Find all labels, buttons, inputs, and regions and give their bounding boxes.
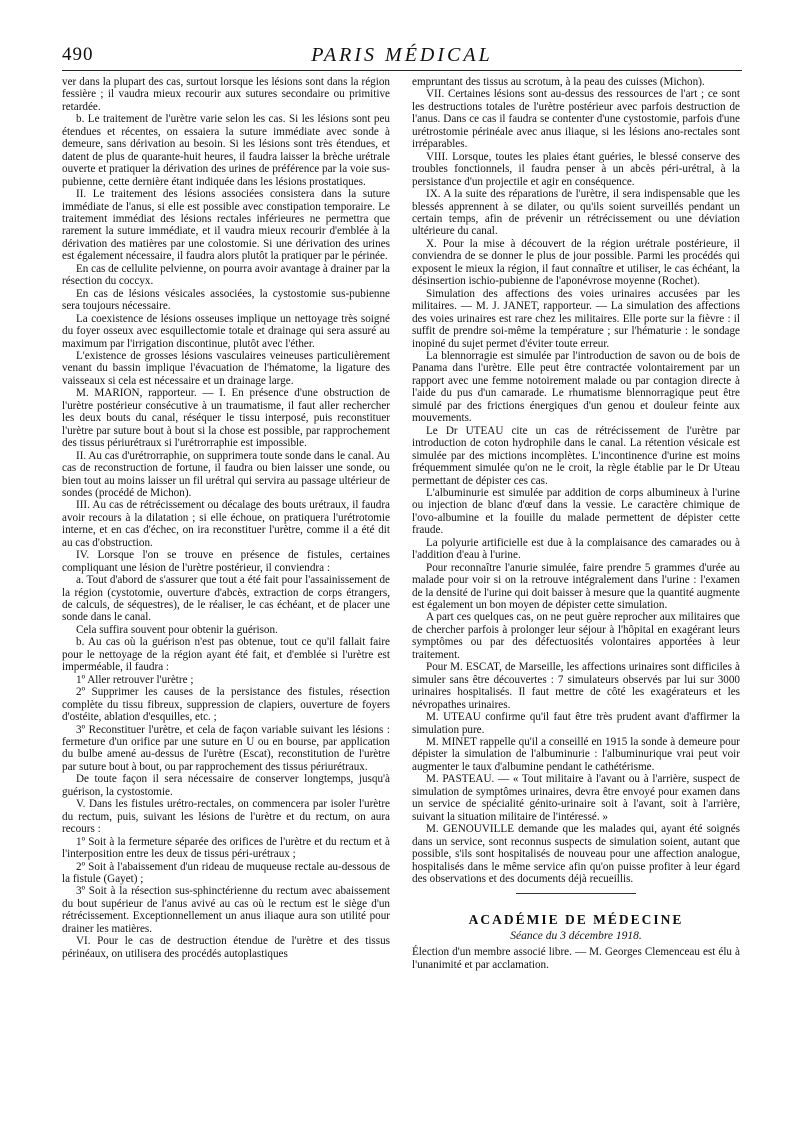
paragraph: M. PASTEAU. — « Tout militaire à l'avant ou à l'arrière, suspect de simulation de symptômes urinaires, devra être envoyé pour examen dans un service de spécialité génito-urinaire soit à l'avant, soit à l'arrière, suivant la situation militaire de l'intéressé. » <box>412 773 740 823</box>
academy-title: ACADÉMIE DE MÉDECINE <box>468 912 684 928</box>
paragraph: IX. A la suite des réparations de l'urètre, il sera indispensable que les blessés apprennent à se dilater, ou qu'ils soient surveillés pendant un certain temps, afin de prévenir un rétrécissement ou une déviation ultérieure du canal. <box>412 188 740 238</box>
paragraph: Cela suffira souvent pour obtenir la guérison. <box>76 623 278 636</box>
right-column <box>412 76 740 971</box>
paragraph: ver dans la plupart des cas, surtout lorsque les lésions sont dans la région fessière ; il vaudra mieux recourir aux sutures secondaire ou primitive retardée. <box>62 76 390 113</box>
academy-paragraph: Élection d'un membre associé libre. — M. Georges Clemenceau est élu à l'unanimité et par acclamation. <box>412 946 740 971</box>
paragraph: M. MINET rappelle qu'il a conseillé en 1915 la sonde à demeure pour dépister la simulation de l'albuminurie : l'albuminurique vrai peut voir augmenter le taux d'albumine pendant le cathétérisme. <box>412 736 740 773</box>
paragraph: X. Pour la mise à découvert de la région urétrale postérieure, il conviendra de se donner le plus de jour possible. Parmi les procédés qui exposent le mieux la région, il faut connaître et utiliser, le cas échéant, la désinsertion ischio-pubienne de l'aponévrose moyenne (Rochet). <box>412 237 740 288</box>
paragraph: 2º Supprimer les causes de la persistance des fistules, résection complète du tissu fibreux, suppression de clapiers, ouverture de foyers d'ostéite, ablation d'esquilles, etc. ; <box>62 686 390 724</box>
paragraph: La polyurie artificielle est due à la complaisance des camarades ou à l'addition d'eau à l'urine. <box>412 536 740 562</box>
paragraph: Pour M. ESCAT, de Marseille, les affections urinaires sont difficiles à simuler sans être découvertes : 7 simulateurs observés par lui sur 3000 urinaires hospitalisés. Il faut mettre de côté les exagérateurs et les névropathes urinaires. <box>412 661 740 711</box>
paragraph: M. UTEAU confirme qu'il faut être très prudent avant d'affirmer la simulation pure. <box>412 711 740 736</box>
paragraph: 1º Aller retrouver l'urètre ; <box>76 673 194 686</box>
left-column <box>62 76 390 960</box>
paragraph: II. Le traitement des lésions associées consistera dans la suture immédiate de l'anus, si elle est possible avec constipation temporaire. Le traitement immédiat des lésions rectales inférieures ne permettra que rarement la suture immédiate, et il vaudra mieux recourir d'emblée à la dérivation des matières par une colostomie. Si une dérivation des urines est également nécessaire, il faudra alors plutôt la pratiquer par le périnée. <box>62 188 390 263</box>
paragraph: La blennorragie est simulée par l'introduction de savon ou de bois de Panama dans l'urètre. Elle peut être contractée volontairement par un rapport avec une femme notoirement malade ou par contagion directe à l'aide du pus d'un camarade. Le rhumatisme blennorragique peut être simulé par des frictions énergiques d'un genou et douleur feinte aux mouvements. <box>412 349 740 425</box>
paragraph: IV. Lorsque l'on se trouve en présence de fistules, certaines compliquant une lésion de l'urètre postérieur, il conviendra : <box>62 549 390 574</box>
header-rule <box>62 70 742 71</box>
paragraph: 3º Reconstituer l'urètre, et cela de façon variable suivant les lésions : fermeture d'un orifice par une suture en U ou en bourse, par application du bulbe amené au-dessus de l'urètre (Escat), reconstitution de l'urètre par suture bout à bout, ou par rapprochement des tissus périurétraux. <box>62 723 390 773</box>
paragraph: En cas de lésions vésicales associées, la cystostomie sus-pubienne sera toujours nécessaire. <box>62 287 390 313</box>
paragraph: En cas de cellulite pelvienne, on pourra avoir avantage à drainer par la résection du coccyx. <box>62 262 390 288</box>
paragraph: A part ces quelques cas, on ne peut guère reprocher aux militaires que de chercher parfois à prolonger leur séjour à l'hôpital en exagérant leurs symptômes ou par des défectuosités volontaires apportées à leur traitement. <box>412 611 740 661</box>
paragraph: VII. Certaines lésions sont au-dessus des ressources de l'art ; ce sont les destructions totales de l'urètre postérieur avec parfois destruction de l'anus. Dans ce cas il faudra se contenter d'une cystostomie, parfois d'une urétrostomie périnéale avec anus iliaque, si les lésions ano-rectales sont irréparables. <box>412 88 740 151</box>
paragraph: De toute façon il sera nécessaire de conserver longtemps, jusqu'à guérison, la cystostomie. <box>62 773 390 798</box>
paragraph: VIII. Lorsque, toutes les plaies étant guéries, le blessé conserve des troubles fonctionnels, il faudra penser à un abcès péri-urétral, à la persistance d'un projectile et agir en conséquence. <box>412 150 740 188</box>
paragraph: 1º Soit à la fermeture séparée des orifices de l'urètre et du rectum et à l'interposition entre les deux de tissus péri-urétraux ; <box>62 835 390 861</box>
paragraph: 3º Soit à la résection sus-sphinctérienne du rectum avec abaissement du bout supérieur de l'anus avivé au cas où le rectum est le siège d'un rétrécissement. Exceptionnellement un anus iliaque aura son utilité pour drainer les matières. <box>62 885 390 935</box>
academy-session: Séance du 3 décembre 1918. <box>510 929 642 942</box>
right-column-paragraphs <box>412 76 740 885</box>
paragraph: Le Dr UTEAU cite un cas de rétrécissement de l'urètre par introduction de coton hydrophile dans le canal. La rétention vésicale est simulée par des mictions incomplètes. L'incontinence d'urine est moins fréquemment simulée qu'on ne le croit, la règle établie par le Dr Uteau permettant de dépister ces cas. <box>412 424 740 487</box>
paragraph: III. Au cas de rétrécissement ou décalage des bouts urétraux, il faudra avoir recours à la dilatation ; si elle échoue, on pratiquera l'urétrotomie interne, et en cas d'échec, on ira reconstituer l'urètre, comme il a été dit au cas d'obstruction. <box>62 499 390 549</box>
paragraph: b. Au cas où la guérison n'est pas obtenue, tout ce qu'il fallait faire pour le nettoyage de la région ayant été fait, et d'emblée si l'urètre est imperméable, il faudra : <box>62 636 390 674</box>
paragraph: M. MARION, rapporteur. — I. En présence d'une obstruction de l'urètre postérieur consécutive à un traumatisme, il faut aller rechercher les deux bouts du canal, réséquer le tissu interposé, puis reconstituer l'urètre par suture bout à bout si la chose est possible, par rapprochement des tissus périurétraux si l'urétrorraphie est impossible. <box>62 387 390 450</box>
paragraph: Pour reconnaître l'anurie simulée, faire prendre 5 grammes d'urée au malade pour voir si on la retrouve intégralement dans l'urine : l'examen de la densité de l'urine qui doit baisser à mesure que la quantité augmente est également un bon moyen de dépister cette simulation. <box>412 561 740 612</box>
paragraph: a. Tout d'abord de s'assurer que tout a été fait pour l'assainissement de la région (cystotomie, ouverture d'abcès, extraction de corps étrangers, de calculs, de séquestres), de le réaliser, le cas échéant, et de placer une sonde dans le canal. <box>62 574 390 624</box>
paragraph: V. Dans les fistules urétro-rectales, on commencera par isoler l'urètre du rectum, puis, suivant les lésions de l'urètre et du rectum, on aura recours : <box>62 798 390 836</box>
paragraph: L'albuminurie est simulée par addition de corps albumineux à l'urine ou injection de blanc d'œuf dans la vessie. Le caractère chimique de l'ovo-albumine et la fouille du malade permettent de dépister cette fraude. <box>412 486 740 537</box>
paragraph: b. Le traitement de l'urètre varie selon les cas. Si les lésions sont peu étendues et récentes, on essaiera la suture immédiate avec sonde à demeure, sans dérivation au besoin. Si les lésions sont très étendues, et datent de plus de quarante-huit heures, il faudra laisser la brèche urétrale ouverte et pratiquer la dérivation des urines de préférence par la voie sus-pubienne, cette dernière étant indiquée dans les lésions prostatiques. <box>62 113 390 188</box>
page-header <box>62 44 742 72</box>
paragraph: La coexistence de lésions osseuses implique un nettoyage très soigné du foyer osseux avec esquillectomie totale et drainage qui sera assuré au maximum par l'irrigation discontinue, plutôt avec l'éther. <box>62 312 390 350</box>
paragraph: L'existence de grosses lésions vasculaires veineuses particulièrement venant du bassin implique l'évacuation de l'hématome, la ligature des vaisseaux si cela est nécessaire et un drainage large. <box>62 349 390 387</box>
page-number: 490 <box>62 44 94 65</box>
paragraph: M. GENOUVILLE demande que les malades qui, ayant été soignés dans un service, sont reconnus suspects de simulation soient, autant que possible, s'ils sont hospitalisés de nouveau pour une affection analogue, hospitalisés dans le même service afin qu'on puisse profiter à leur égard des observations et des documents déjà recueillis. <box>412 823 740 885</box>
journal-title: PARIS MÉDICAL <box>311 44 493 66</box>
paragraph: Simulation des affections des voies urinaires accusées par les militaires. — M. J. JANET, rapporteur. — La simulation des affections des voies urinaires est rare chez les militaires. Elle porte sur la fièvre : il suffit de prendre soi-même la température ; sur l'hématurie : le sondage inopiné du sujet permet d'éviter toute erreur. <box>412 287 740 350</box>
paragraph: 2º Soit à l'abaissement d'un rideau de muqueuse rectale au-dessous de la fistule (Gayet) ; <box>62 860 390 885</box>
paragraph: II. Au cas d'urétrorraphie, on supprimera toute sonde dans le canal. Au cas de reconstruction de fortune, il faudra ou bien laisser une sonde, ou bien tout au moins laisser un fil urétral qui servira au passage ultérieur de sondes (procédé de Michon). <box>62 449 390 499</box>
paragraph: empruntant des tissus au scrotum, à la peau des cuisses (Michon). <box>412 76 705 88</box>
paragraph: VI. Pour le cas de destruction étendue de l'urètre et des tissus périnéaux, on utilisera des procédés autoplastiques <box>62 935 390 960</box>
section-divider <box>516 893 636 894</box>
